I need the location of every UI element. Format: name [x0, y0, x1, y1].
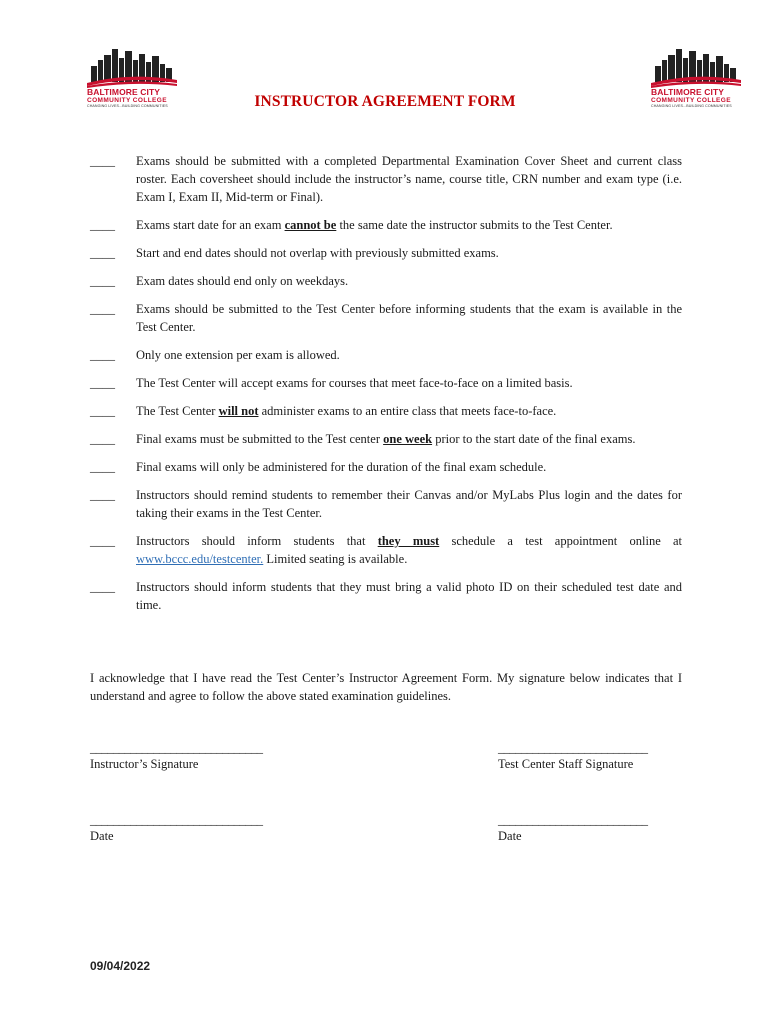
instructor-date-block [90, 812, 263, 844]
guideline-item [90, 374, 682, 392]
guideline-item [90, 244, 682, 262]
emphasis-text: will not [218, 404, 259, 418]
guideline-text [136, 244, 682, 262]
logo-tagline: CHANGING LIVES...BUILDING COMMUNITIES [87, 104, 168, 108]
staff-signature-line[interactable]: __________________________ [498, 741, 648, 755]
logo-line1: BALTIMORE CITY [651, 87, 725, 97]
guideline-text-segment: Exams should be submitted with a completed Departmental Examination Cover Sheet and current class roster. Each coversheet should include the instructor’s name, course title, CRN number and exam type (i.e. Exam I, Exam II, Mid-term or Final). [136, 154, 682, 204]
staff-date-label: Date [498, 829, 522, 843]
guideline-text-segment: The Test Center [136, 404, 219, 418]
guideline-text [136, 578, 682, 614]
guideline-text-segment: Exam dates should end only on weekdays. [136, 274, 349, 288]
staff-date-line[interactable]: __________________________ [498, 813, 648, 827]
guideline-text-segment: Instructors should inform students that they must bring a valid photo ID on their scheduled test date and time. [136, 580, 682, 612]
guideline-text-segment: the same date the instructor submits to the Test Center. [336, 218, 613, 232]
checkoff-blank[interactable]: ____ [90, 534, 115, 548]
checkoff-blank[interactable]: ____ [90, 218, 115, 232]
instructor-date-label: Date [90, 829, 114, 843]
acknowledgement-text: I acknowledge that I have read the Test Center’s Instructor Agreement Form. My signature below indicates that I understand and agree to follow the above stated examination guidelines. [90, 671, 682, 703]
guideline-item [90, 152, 682, 206]
guideline-text [136, 374, 682, 392]
checkoff-blank[interactable]: ____ [90, 580, 115, 594]
checkoff-blank[interactable]: ____ [90, 460, 115, 474]
guideline-text-segment: Instructors should remind students to remember their Canvas and/or MyLabs Plus login and the dates for taking their exams in the Test Center. [136, 488, 682, 520]
checkoff-blank[interactable]: ____ [90, 302, 115, 316]
checkoff-blank[interactable]: ____ [90, 348, 115, 362]
guideline-item [90, 272, 682, 290]
guideline-text [136, 216, 682, 234]
skyline-graphic [87, 46, 177, 88]
checkoff-blank[interactable]: ____ [90, 488, 115, 502]
guideline-item [90, 578, 682, 614]
guideline-list [90, 152, 682, 624]
staff-signature-label: Test Center Staff Signature [498, 757, 634, 771]
testcenter-link[interactable]: www.bccc.edu/testcenter. [136, 552, 264, 566]
guideline-text [136, 402, 682, 420]
instructor-signature-line[interactable]: ______________________________ [90, 741, 263, 755]
guideline-text-segment: administer exams to an entire class that meets face-to-face. [258, 404, 557, 418]
checkoff-blank[interactable]: ____ [90, 432, 115, 446]
guideline-item [90, 346, 682, 364]
guideline-text-segment: Exams should be submitted to the Test Center before informing students that the exam is available in the Test Center. [136, 302, 682, 334]
checkoff-blank[interactable]: ____ [90, 404, 115, 418]
guideline-item [90, 300, 682, 336]
guideline-item [90, 216, 682, 234]
guideline-text-segment: Start and end dates should not overlap with previously submitted exams. [136, 246, 499, 260]
instructor-signature-block [90, 740, 263, 772]
footer-date: 09/04/2022 [90, 959, 151, 973]
guideline-item [90, 486, 682, 522]
staff-signature-block [498, 740, 648, 772]
instructor-signature-label: Instructor’s Signature [90, 757, 199, 771]
emphasis-text: cannot be [284, 218, 337, 232]
emphasis-text: they must [377, 534, 440, 548]
guideline-text-segment: prior to the start date of the final exams. [432, 432, 636, 446]
checkoff-blank[interactable]: ____ [90, 154, 115, 168]
checkoff-blank[interactable]: ____ [90, 274, 115, 288]
guideline-item [90, 458, 682, 476]
guideline-text [136, 430, 682, 448]
guideline-text-segment: Final exams must be submitted to the Test center [136, 432, 384, 446]
logo-tagline: CHANGING LIVES...BUILDING COMMUNITIES [651, 104, 732, 108]
guideline-text-segment: Instructors should inform students that [136, 534, 378, 548]
guideline-text-segment: schedule a test appointment online at [439, 534, 682, 548]
guideline-text [136, 532, 682, 568]
checkoff-blank[interactable]: ____ [90, 376, 115, 390]
checkoff-blank[interactable]: ____ [90, 246, 115, 260]
guideline-text [136, 300, 682, 336]
guideline-item [90, 532, 682, 568]
guideline-text [136, 152, 682, 206]
emphasis-text: one week [383, 432, 433, 446]
guideline-item [90, 402, 682, 420]
guideline-text [136, 346, 682, 364]
guideline-text-segment: Final exams will only be administered for the duration of the final exam schedule. [136, 460, 547, 474]
logo-line2: COMMUNITY COLLEGE [87, 97, 167, 104]
guideline-item [90, 430, 682, 448]
logo-line1: BALTIMORE CITY [87, 87, 161, 97]
guideline-text-segment: Exams start date for an exam [136, 218, 285, 232]
form-title: INSTRUCTOR AGREEMENT FORM [254, 93, 516, 110]
guideline-text-segment: Limited seating is available. [263, 552, 408, 566]
guideline-text-segment: The Test Center will accept exams for courses that meet face-to-face on a limited basis. [136, 376, 573, 390]
guideline-text [136, 458, 682, 476]
guideline-text-segment: Only one extension per exam is allowed. [136, 348, 340, 362]
instructor-date-line[interactable]: ______________________________ [90, 813, 263, 827]
guideline-text [136, 486, 682, 522]
guideline-text [136, 272, 682, 290]
staff-date-block [498, 812, 648, 844]
logo-line2: COMMUNITY COLLEGE [651, 97, 731, 104]
skyline-graphic [651, 46, 741, 88]
